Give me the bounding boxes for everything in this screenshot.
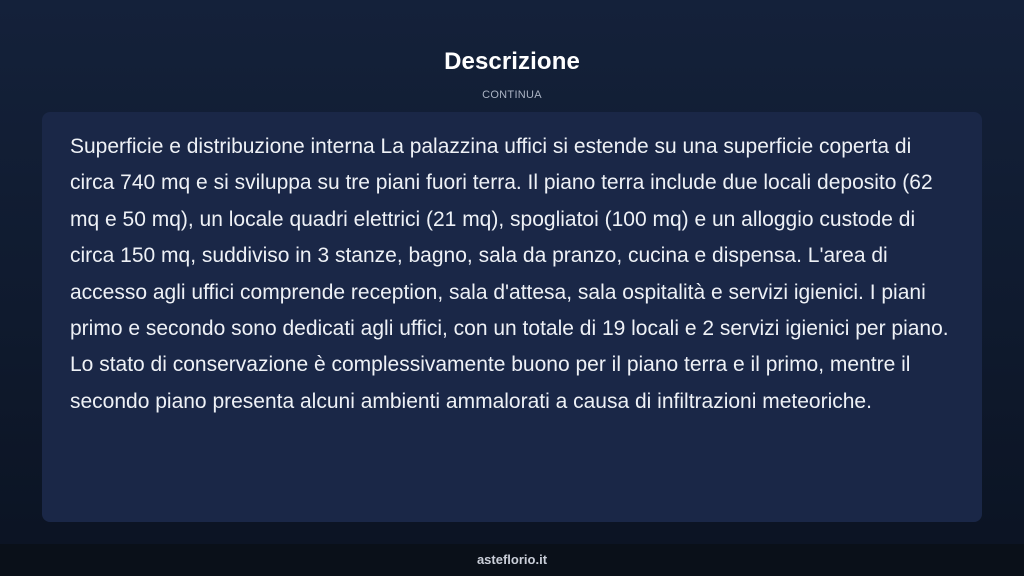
description-card <box>42 112 982 522</box>
page-subtitle: CONTINUA <box>482 89 542 101</box>
footer-site-label: asteflorio.it <box>476 552 548 567</box>
description-text: Superficie e distribuzione interna La palazzina uffici si estende su una superficie coperta di circa 740 mq e si sviluppa su tre piani fuori terra. Il piano terra include due locali deposito (62 mq e 50 mq), un locale quadri elettrici (21 mq), spogliatoi (100 mq) e un alloggio custode di circa 150 mq, suddiviso in 3 stanze, bagno, sala da pranzo, cucina e dispensa. L'area di accesso agli uffici comprende reception, sala d'attesa, sala ospitalità e servizi igienici. I piani primo e secondo sono dedicati agli uffici, con un totale di 19 locali e 2 servizi igienici per piano. Lo stato di conservazione è complessivamente buono per il piano terra e il primo, mentre il secondo piano presenta alcuni ambienti ammalorati a causa di infiltrazioni meteoriche. <box>70 135 949 413</box>
footer-bar <box>0 544 1024 576</box>
page-title: Descrizione <box>444 48 580 75</box>
